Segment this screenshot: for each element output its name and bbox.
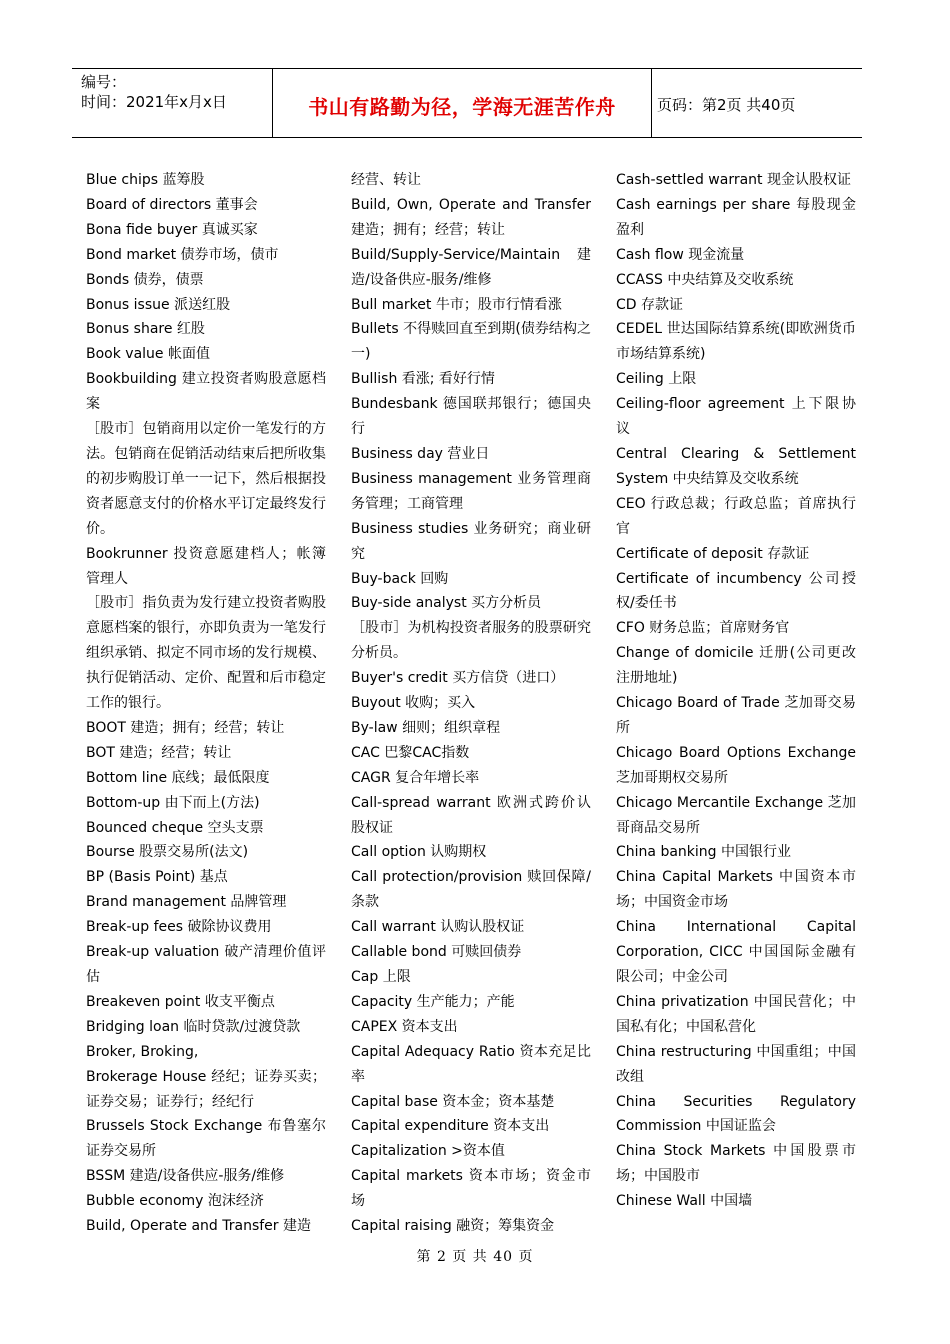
- glossary-column-2: [351, 168, 591, 1239]
- glossary-entry: Bona fide buyer 真诚买家: [86, 221, 258, 238]
- glossary-entry: Bundesbank 德国联邦银行；德国央行: [351, 396, 591, 438]
- glossary-column-3: [616, 168, 856, 1214]
- glossary-entry: China Securities Regulatory Commission 中国证监会: [616, 1093, 856, 1135]
- glossary-entry: 经营、转让: [351, 172, 421, 188]
- glossary-entry: China International Capital Corporation, CICC 中国国际金融有限公司；中金公司: [616, 919, 856, 985]
- glossary-entry: Bonus issue 派送红股: [86, 296, 231, 313]
- glossary-entry: Capital base 资本金；资本基楚: [351, 1093, 555, 1110]
- glossary-entry: Certificate of incumbency 公司授权/委任书: [616, 570, 856, 612]
- glossary-entry: CEO 行政总裁；行政总监；首席执行官: [616, 495, 856, 537]
- glossary-entry: Broker, Broking,: [86, 1043, 199, 1060]
- glossary-entry: Brussels Stock Exchange 布鲁塞尔证券交易所: [86, 1118, 326, 1160]
- glossary-entry: China privatization 中国民营化；中国私有化；中国私营化: [616, 993, 856, 1035]
- glossary-entry: Bullish 看涨; 看好行情: [351, 371, 495, 388]
- glossary-entry: China restructuring 中国重组；中国改组: [616, 1043, 856, 1085]
- glossary-entry: Capital markets 资本市场；资金市场: [351, 1168, 591, 1210]
- glossary-entry: CAPEX 资本支出: [351, 1018, 458, 1035]
- glossary-entry: Board of directors 董事会: [86, 196, 258, 213]
- glossary-entry: Bottom-up 由下而上(方法): [86, 794, 260, 811]
- glossary-entry: Ceiling 上限: [616, 371, 697, 388]
- glossary-entry: Bubble economy 泡沫经济: [86, 1193, 264, 1210]
- glossary-entry: Bounced cheque 空头支票: [86, 819, 264, 836]
- glossary-entry: Change of domicile 迁册(公司更改注册地址): [616, 645, 856, 687]
- glossary-entry: By-law 细则；组织章程: [351, 719, 501, 736]
- glossary-entry: Bourse 股票交易所(法文): [86, 844, 249, 861]
- glossary-entry: ［股市］指负责为发行建立投资者购股意愿档案的银行，亦即负责为一笔发行组织承销、拟定不同市场的发行规模、执行促销活动、定价、配置和后市稳定工作的银行。: [86, 595, 326, 712]
- motto-title: 书山有路勤为径，学海无涯苦作舟: [308, 95, 616, 119]
- glossary-entry: Capital expenditure 资本支出: [351, 1118, 550, 1135]
- glossary-entry: Chicago Mercantile Exchange 芝加哥商品交易所: [616, 794, 856, 836]
- glossary-entry: Call warrant 认购认股权证: [351, 919, 525, 936]
- glossary-entry: Bond market 债券市场，债市: [86, 246, 279, 263]
- glossary-entry: Brand management 品牌管理: [86, 894, 287, 911]
- glossary-entry: Bonds 债券，债票: [86, 271, 204, 288]
- glossary-entry: CAGR 复合年增长率: [351, 769, 480, 786]
- glossary-entry: ［股市］包销商用以定价一笔发行的方法。包销商在促销活动结束后把所收集的初步购股订单一一记下，然后根据投资者愿意支付的价格水平订定最终发行价。: [86, 421, 326, 537]
- glossary-entry: Bonus share 红股: [86, 321, 205, 338]
- number-label: 编号：: [81, 73, 127, 91]
- time-label: 时间：2021年x月x日: [81, 93, 227, 111]
- glossary-entry: Buy-side analyst 买方分析员: [351, 595, 542, 612]
- glossary-entry: China banking 中国银行业: [616, 844, 791, 861]
- page-header: [72, 68, 862, 138]
- glossary-entry: Book value 帐面值: [86, 346, 210, 363]
- glossary-entry: Chicago Board Options Exchange 芝加哥期权交易所: [616, 744, 856, 786]
- glossary-entry: Buyout 收购；买入: [351, 695, 476, 712]
- glossary-entry: Capacity 生产能力；产能: [351, 993, 515, 1010]
- glossary-entry: Cash flow 现金流量: [616, 246, 745, 263]
- glossary-entry: Bull market 牛市；股市行情看涨: [351, 296, 562, 313]
- glossary-entry: Central Clearing & Settlement System 中央结算及交收系统: [616, 445, 856, 487]
- page-number-label: 页码：第2页 共40页: [657, 96, 796, 114]
- glossary-entry: Call-spread warrant 欧洲式跨价认股权证: [351, 794, 591, 836]
- glossary-entry: Business management 业务管理商务管理；工商管理: [351, 470, 591, 512]
- glossary-entry: Bookrunner 投资意愿建档人；帐簿管理人: [86, 545, 326, 587]
- glossary-entry: Breakeven point 收支平衡点: [86, 993, 275, 1010]
- header-info-cell: [72, 69, 272, 137]
- header-page-cell: [651, 69, 862, 137]
- glossary-entry: Chicago Board of Trade 芝加哥交易所: [616, 695, 856, 736]
- glossary-entry: Buyer's credit 买方信贷（进口）: [351, 670, 565, 687]
- glossary-entry: Cash earnings per share 每股现金盈利: [616, 196, 856, 238]
- glossary-entry: BOOT 建造；拥有；经营；转让: [86, 719, 285, 736]
- glossary-entry: CAC 巴黎CAC指数: [351, 744, 470, 761]
- page-footer: 第 2 页 共 40 页: [416, 1249, 534, 1265]
- glossary-entry: Capitalization >资本值: [351, 1143, 505, 1160]
- glossary-entry: Business studies 业务研究；商业研究: [351, 520, 591, 562]
- glossary-entry: Bullets 不得赎回直至到期(债券结构之一): [351, 321, 591, 363]
- glossary-entry: Ceiling-floor agreement 上下限协议: [616, 396, 856, 438]
- glossary-entry: BP (Basis Point) 基点: [86, 869, 228, 886]
- glossary-entry: Brokerage House 经纪；证券买卖；证券交易；证券行；经纪行: [86, 1068, 326, 1110]
- glossary-entry: CCASS 中央结算及交收系统: [616, 271, 794, 288]
- glossary-entry: CFO 财务总监；首席财务官: [616, 620, 790, 637]
- glossary-entry: Build/Supply-Service/Maintain 建造/设备供应-服务/维修: [351, 246, 591, 288]
- glossary-entry: China Capital Markets 中国资本市场；中国资金市场: [616, 869, 856, 911]
- glossary-entry: Bottom line 底线；最低限度: [86, 769, 270, 786]
- glossary-entry: Chinese Wall 中国墙: [616, 1193, 753, 1210]
- glossary-entry: China Stock Markets 中国股票市场；中国股市: [616, 1143, 856, 1185]
- glossary-entry: Cap 上限: [351, 969, 411, 985]
- glossary-entry: Break-up valuation 破产清理价值评估: [86, 944, 326, 985]
- glossary-entry: Call protection/provision 赎回保障/条款: [351, 869, 591, 911]
- glossary-entry: Business day 营业日: [351, 445, 490, 462]
- glossary-entry: CEDEL 世达国际结算系统(即欧洲货币市场结算系统): [616, 321, 856, 363]
- glossary-entry: Capital Adequacy Ratio 资本充足比率: [351, 1043, 591, 1085]
- glossary-entry: Break-up fees 破除协议费用: [86, 919, 272, 936]
- glossary-entry: Certificate of deposit 存款证: [616, 545, 810, 562]
- glossary-entry: CD 存款证: [616, 296, 684, 313]
- glossary-column-1: [86, 168, 326, 1239]
- glossary-entry: Bridging loan 临时贷款/过渡贷款: [86, 1018, 301, 1035]
- glossary-entry: Buy-back 回购: [351, 570, 449, 587]
- glossary-entry: BOT 建造；经营；转让: [86, 744, 232, 761]
- glossary-entry: Build, Own, Operate and Transfer 建造；拥有；经营；转让: [351, 196, 591, 238]
- glossary-entry: Bookbuilding 建立投资者购股意愿档案: [86, 371, 326, 413]
- glossary-entry: Build, Operate and Transfer 建造: [86, 1218, 311, 1235]
- glossary-entry: Callable bond 可赎回债券: [351, 944, 522, 961]
- header-motto-cell: [272, 69, 652, 137]
- glossary-entry: Capital raising 融资；筹集资金: [351, 1218, 555, 1235]
- glossary-entry: Call option 认购期权: [351, 844, 487, 861]
- glossary-entry: BSSM 建造/设备供应-服务/维修: [86, 1168, 285, 1185]
- glossary-entry: Blue chips 蓝筹股: [86, 172, 205, 188]
- glossary-entry: ［股市］为机构投资者服务的股票研究分析员。: [351, 620, 591, 662]
- glossary-entry: Cash-settled warrant 现金认股权证: [616, 172, 851, 188]
